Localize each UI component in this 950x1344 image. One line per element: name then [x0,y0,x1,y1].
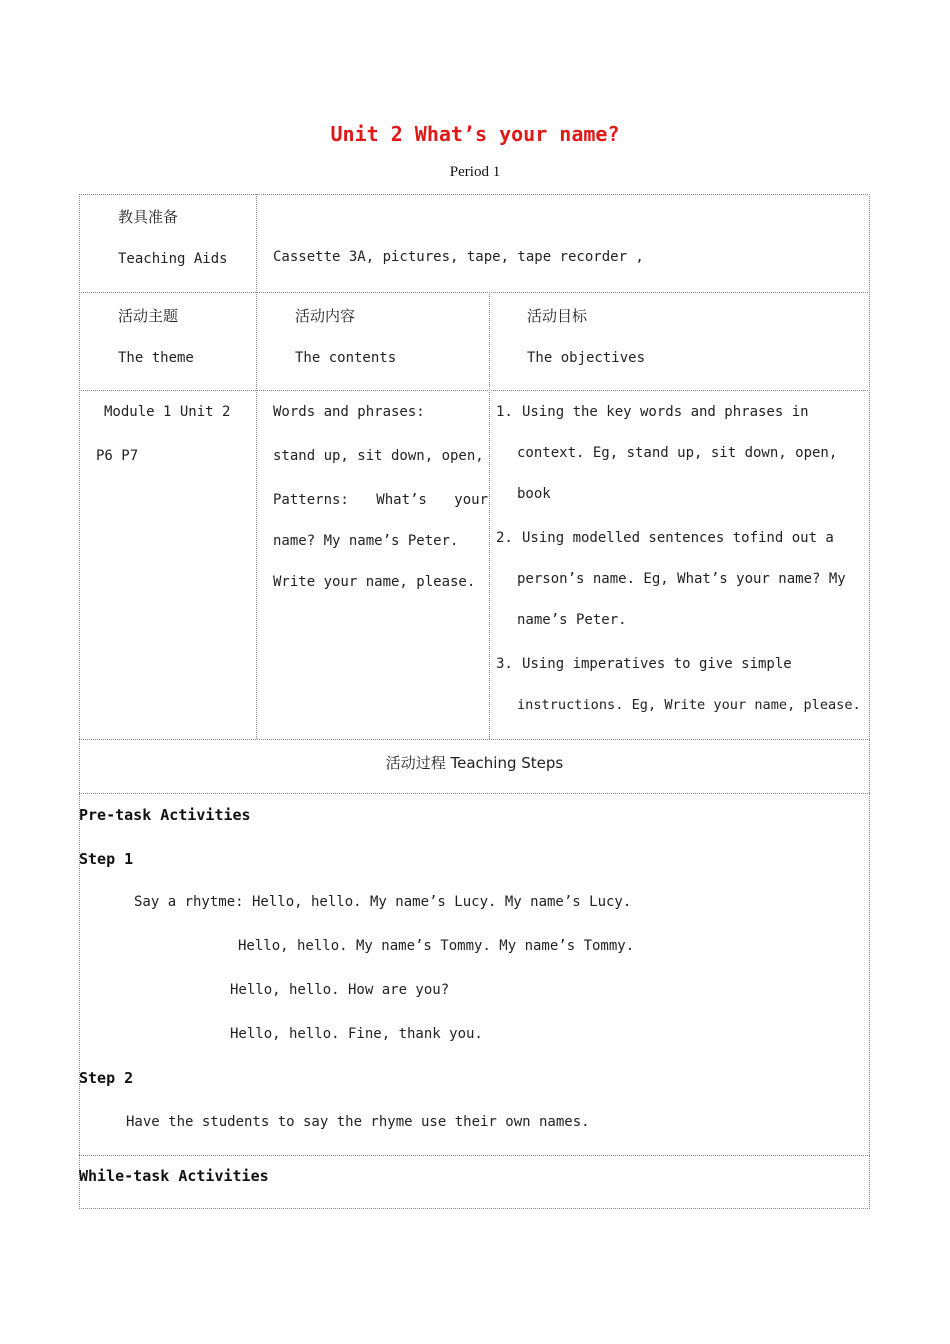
row-divider [79,292,870,293]
contents-patterns-word: What’s [376,492,427,508]
objective-text: Using imperatives to give simple [522,656,792,672]
teaching-steps-header: 活动过程 Teaching Steps [385,754,564,772]
theme-header-en: The theme [118,350,194,366]
objective-number: 1. [496,404,513,420]
contents-pattern-line: name? My name’s Peter. [273,533,459,549]
contents-header-en: The contents [295,350,397,366]
objective-text: instructions. Eg, Write your name, please. [517,697,861,713]
objective-text: name’s Peter. [517,612,627,628]
aids-content: Cassette 3A, pictures, tape, tape recorder , [273,249,644,265]
aids-label-cn: 教具准备 [118,208,179,226]
objectives-header-cn: 活动目标 [527,307,588,325]
while-task-heading: While-task Activities [79,1167,269,1185]
contents-pattern-line: Write your name, please. [273,574,476,590]
contents-words-heading: Words and phrases: [273,404,425,420]
step2-text: Have the students to say the rhyme use their own names. [126,1114,590,1130]
theme-header-cn: 活动主题 [118,307,179,325]
objective-text: Using the key words and phrases in [522,404,809,420]
row-divider [79,390,870,391]
contents-patterns-label: Patterns: [273,492,349,508]
document-title: Unit 2 What’s your name? [330,122,620,146]
objectives-header-en: The objectives [527,350,646,366]
pre-task-heading: Pre-task Activities [79,806,251,824]
theme-pages: P6 P7 [96,448,139,464]
row-divider [79,1155,870,1156]
column-divider [256,194,257,739]
step1-rhyme-line: Hello, hello. Fine, thank you. [230,1026,483,1042]
step1-rhyme-line: Say a rhytme: Hello, hello. My name’s Lucy. My name’s Lucy. [134,894,632,910]
contents-patterns-word: your [454,492,488,508]
contents-words: stand up, sit down, open, [273,448,484,464]
step1-rhyme-line: Hello, hello. How are you? [230,982,450,998]
step1-rhyme-line: Hello, hello. My name’s Tommy. My name’s Tommy. [238,938,635,954]
step1-heading: Step 1 [79,850,134,868]
objective-number: 3. [496,656,513,672]
objective-text: context. Eg, stand up, sit down, open, [517,445,838,461]
row-divider [79,793,870,794]
period-label: Period 1 [449,164,501,180]
objective-text: person’s name. Eg, What’s your name? My [517,571,846,587]
column-divider [489,292,490,739]
contents-patterns-row [273,492,488,508]
row-divider [79,739,870,740]
step2-heading: Step 2 [79,1069,134,1087]
contents-header-cn: 活动内容 [295,307,356,325]
objective-text: book [517,486,551,502]
objective-number: 2. [496,530,513,546]
theme-module: Module 1 Unit 2 [104,404,231,420]
aids-label-en: Teaching Aids [118,251,228,267]
objective-text: Using modelled sentences tofind out a [522,530,834,546]
